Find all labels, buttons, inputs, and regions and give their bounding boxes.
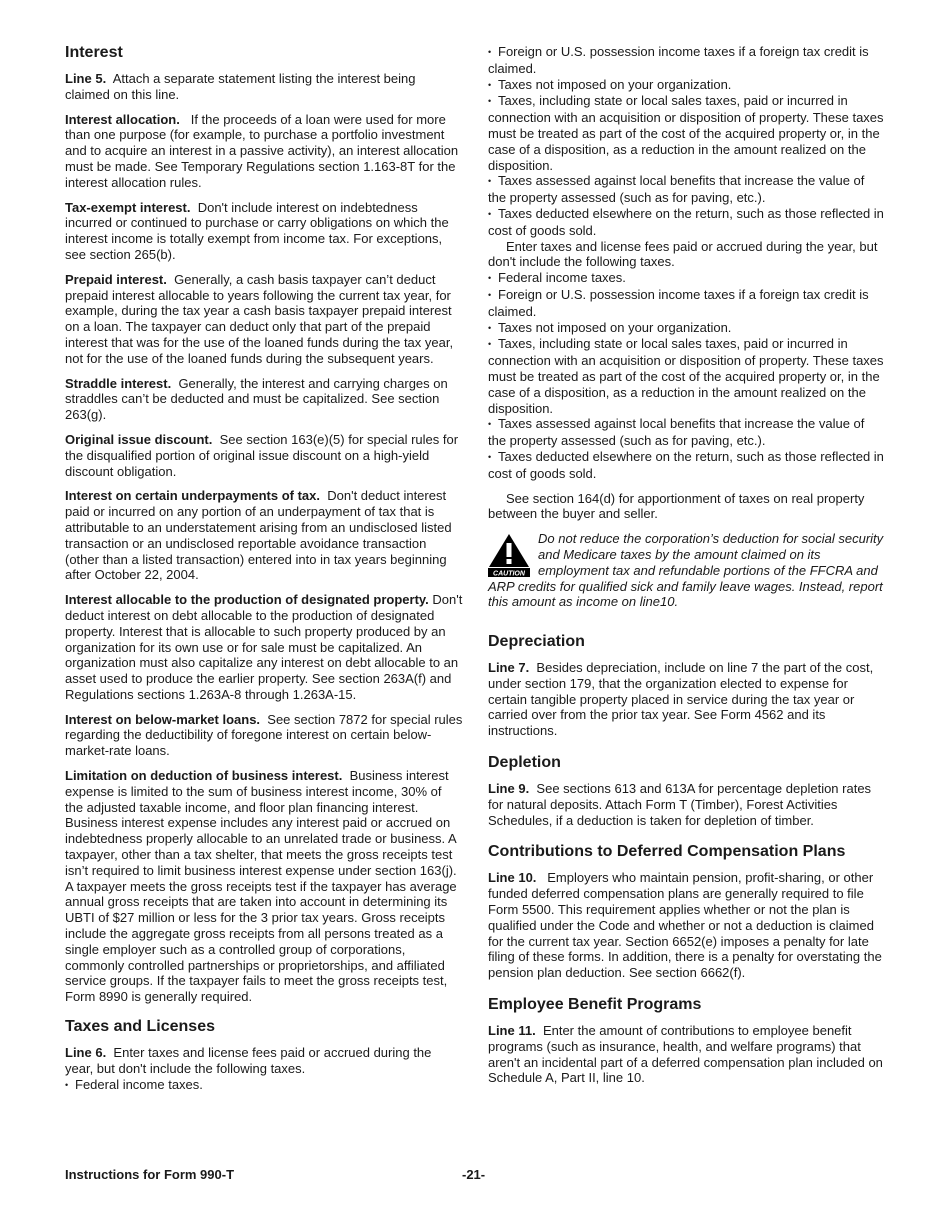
line6-bullet-list	[65, 1077, 463, 1094]
depreciation-heading: Depreciation	[488, 633, 585, 651]
original-issue-discount-paragraph: Original issue discount. See section 163(e)(5) for special rules for the disqualified portion of original issue discount on a high-yield discount obligation.	[65, 431, 459, 479]
bullet-icon: •	[488, 289, 492, 300]
interest-heading: Interest	[65, 44, 123, 61]
line5-label: Line 5.	[65, 71, 107, 86]
left-column	[65, 38, 463, 1093]
tax-exempt-interest-paragraph: Tax-exempt interest. Don't include interest on indebtedness incurred or continued to purchase or carry obligations on which the interest income is totally exempt from income tax. For exceptions, see section 265(b).	[65, 199, 449, 262]
designated-property-paragraph: Interest allocable to the production of designated property. Don't deduct interest on debt allocable to the production of designated property. Interest that is allocable to such property produced by an organization for its own use or for sale must be capitalized. An organization must also capitalize any interest on debt allocable to an asset used to produce the earlier property. See section 263A(f) and Regulations sections 1.263A-8 through 1.263A-15.	[65, 592, 463, 702]
list-item: • Taxes assessed against local benefits that increase the value of the property assessed (such as for paving, etc.).	[488, 173, 865, 206]
footer-page-number: -21-	[462, 1167, 486, 1182]
caution-icon-label: CAUTION	[493, 570, 525, 578]
employee-benefit-heading: Employee Benefit Programs	[488, 996, 702, 1014]
bullet-icon: •	[488, 451, 492, 462]
list-item: • Taxes deducted elsewhere on the return, such as those reflected in cost of goods sold.	[488, 448, 884, 481]
bullet-icon: •	[488, 322, 492, 333]
bullet-icon: •	[488, 79, 492, 90]
list-item: • Taxes not imposed on your organization.	[488, 319, 732, 335]
caution-icon	[488, 533, 530, 577]
enter-taxes-paragraph: Enter taxes and license fees paid or accrued during the year, but don't include the following taxes.	[488, 238, 878, 270]
line9-paragraph: Line 9. See sections 613 and 613A for percentage depletion rates for natural deposits. Attach Form T (Timber), Forest Activities Schedules, if a deduction is taken for depletion of timber.	[488, 781, 872, 828]
bullet-icon: •	[488, 208, 492, 219]
section-164d-paragraph: See section 164(d) for apportionment of taxes on real property between the buyer and seller.	[488, 490, 865, 522]
bullet-icon: •	[488, 47, 492, 57]
prepaid-interest-paragraph: Prepaid interest. Generally, a cash basis taxpayer can’t deduct prepaid interest allocable to years following the current tax year, for example, during the tax year a cash basis taxpayer prepaid interest on a loan. The taxpayer can deduct only that part of the prepaid interest that was for the use of the loaned funds during the tax year, not for the use of the loaned funds during the subsequent years.	[65, 271, 454, 366]
line10-paragraph: Line 10. Employers who maintain pension, profit-sharing, or other funded deferred compensation plans are generally required to file Form 5500. This requirement applies whether or not the plan is qualified under the Code and whether or not a deduction is claimed for the current tax year. Section 6652(e) imposes a penalty for late filing of these forms. In addition, there is a penalty for overstating the pension plan deduction. See section 6662(f).	[488, 870, 882, 981]
bullet-icon: •	[488, 96, 492, 107]
line7-paragraph: Line 7. Besides depreciation, include on line 7 the part of the cost, under section 179, that the organization elected to expense for certain tangible property placed in service during the tax year or carried over from the prior tax year. See Form 4562 and its instructions.	[488, 660, 874, 739]
list-item: • Taxes not imposed on your organization.	[488, 76, 732, 92]
straddle-interest-paragraph: Straddle interest. Generally, the interest and carrying charges on straddles can’t be deducted and must be capitalized. See section 263(g).	[65, 375, 448, 423]
list-item: • Federal income taxes.	[488, 270, 626, 286]
list-item: • Taxes, including state or local sales taxes, paid or incurred in connection with an acquisition or disposition of property. These taxes must be treated as part of the cost of the acquired property or, in the case of a disposition, as a reduction in the amount realized on the disposition.	[488, 336, 884, 416]
taxes-and-licenses-heading: Taxes and Licenses	[65, 1018, 215, 1036]
bullet-icon: •	[65, 1079, 69, 1090]
taxes-excluded-list-b	[488, 270, 886, 481]
taxes-excluded-list-a	[488, 44, 886, 239]
bullet-icon: •	[488, 273, 492, 284]
business-interest-limitation-paragraph: Limitation on deduction of business interest. Business interest expense is limited to the sum of business interest income, 30% of the adjusted taxable income, and floor plan financing interest. Business interest expense includes any interest paid or accrued on indebtedness properly allocable to an unrelated trade or business. A taxpayer, other than a tax shelter, that meets the gross receipts test isn’t required to limit business interest expense under section 163(j). A taxpayer meets the gross receipts test if the taxpayer has average annual gross receipts that are taken into account in determining its UBTI of $27 million or less for the 3 prior tax years. Gross receipts include the aggregate gross receipts from all persons treated as a single employer such as a controlled group of corporations, commonly controlled partnerships or proprietorships, and affiliated service groups. If the taxpayer fails to meet the gross receipts test, Form 8990 is generally required.	[65, 768, 457, 1005]
caution-text: Do not reduce the corporation’s deduction for social security and Medicare taxes by the amount claimed on its employment tax and refundable portions of the FFCRA and ARP credits for qualified sick and family leave wages. Instead, report this amount as income on line10.	[488, 531, 884, 610]
line11-paragraph: Line 11. Enter the amount of contributions to employee benefit programs (such as insurance, health, and welfare programs) that aren't an incidental part of a deferred compensation plan included on Schedule A, Part II, line 10.	[488, 1023, 883, 1086]
bullet-icon: •	[488, 176, 492, 187]
interest-allocation-paragraph: Interest allocation. If the proceeds of a loan were used for more than one purpose (for example, to purchase a portfolio investment and to acquire an interest in a passive activity), an interest allocation must be made. See Temporary Regulations section 1.163-8T for the interest allocation rules.	[65, 111, 459, 190]
bullet-icon: •	[488, 339, 492, 350]
below-market-loans-paragraph: Interest on below-market loans. See section 7872 for special rules regarding the deductibility of foregone interest on certain below-market-rate loans.	[65, 711, 463, 759]
caution-note	[488, 531, 886, 610]
line5-paragraph: Line 5. Attach a separate statement listing the interest being claimed on this line.	[65, 71, 416, 102]
deferred-compensation-heading: Contributions to Deferred Compensation Plans	[488, 843, 846, 861]
depletion-heading: Depletion	[488, 754, 561, 772]
list-item: • Foreign or U.S. possession income taxes if a foreign tax credit is claimed.	[488, 286, 869, 319]
right-column	[488, 44, 886, 1095]
list-item: • Taxes assessed against local benefits that increase the value of the property assessed (such as for paving, etc.).	[488, 416, 865, 449]
line6-paragraph: Line 6. Enter taxes and license fees paid or accrued during the year, but don't include the following taxes.	[65, 1045, 432, 1076]
list-item: • Taxes deducted elsewhere on the return, such as those reflected in cost of goods sold.	[488, 205, 884, 238]
bullet-icon: •	[488, 419, 492, 430]
footer-form-title: Instructions for Form 990-T	[65, 1167, 235, 1182]
list-item: • Foreign or U.S. possession income taxes if a foreign tax credit is claimed.	[488, 44, 869, 76]
list-item: • Taxes, including state or local sales taxes, paid or incurred in connection with an acquisition or disposition of property. These taxes must be treated as part of the cost of the acquired property or, in the case of a disposition, as a reduction in the amount realized on the disposition.	[488, 93, 884, 173]
list-item: • Federal income taxes.	[65, 1076, 203, 1092]
underpayments-paragraph: Interest on certain underpayments of tax. Don't deduct interest paid or incurred on any portion of an underpayment of tax that is attributable to an understatement arising from an undisclosed listed transaction or an undisclosed reportable avoidance transaction (other than a listed transaction) entered into in tax years beginning after October 22, 2004.	[65, 488, 452, 583]
